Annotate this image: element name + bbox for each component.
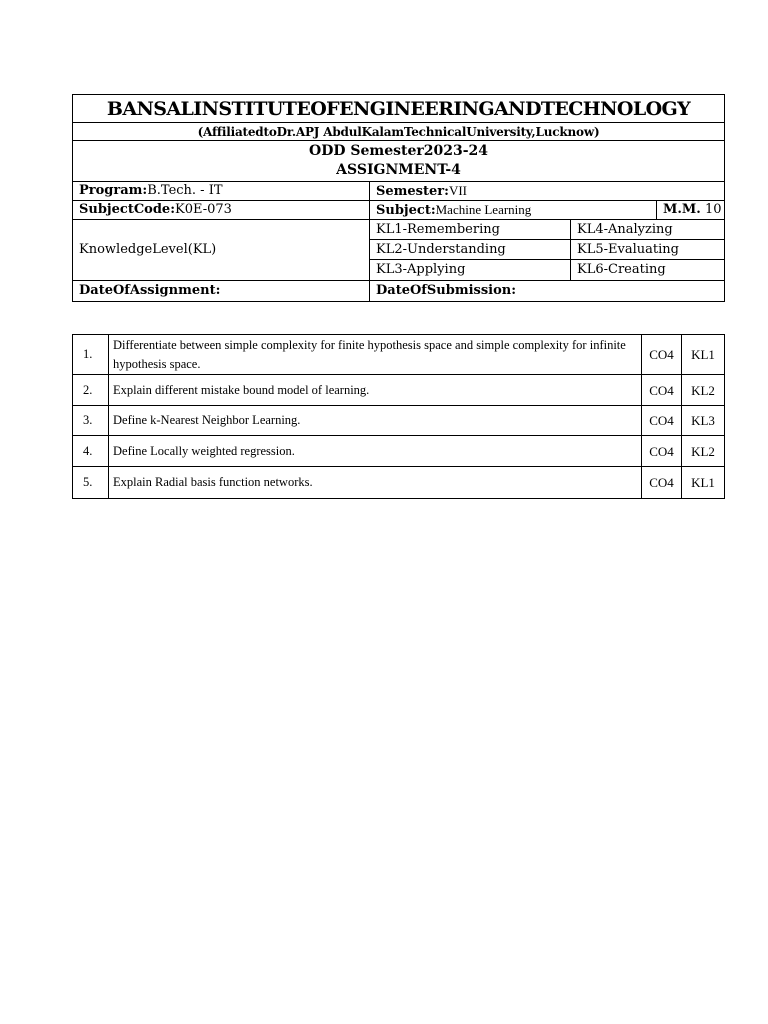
questions-table (72, 334, 725, 499)
question-number: 3. (73, 406, 109, 436)
subject-cell (370, 201, 657, 220)
assignment-header-table (72, 94, 725, 302)
max-marks-label: M.M. (663, 202, 701, 217)
course-outcome: CO4 (642, 375, 682, 406)
question-number: 1. (73, 335, 109, 375)
program-label: Program: (79, 183, 148, 198)
question-row (73, 467, 725, 499)
date-of-submission-label: DateOfSubmission: (370, 281, 725, 302)
subject-code-label: SubjectCode: (79, 202, 176, 217)
knowledge-level: KL3 (682, 406, 725, 436)
question-row (73, 375, 725, 406)
course-outcome: CO4 (642, 436, 682, 467)
knowledge-level: KL1 (682, 335, 725, 375)
semester-label: Semester: (376, 183, 449, 199)
max-marks-value: 10 (704, 202, 722, 217)
question-row (73, 436, 725, 467)
semester-line: ODD Semester2023-24 (309, 143, 489, 159)
question-text: Explain Radial basis function networks. (109, 467, 642, 499)
subject-label: Subject: (376, 202, 436, 218)
program-value: B.Tech. - IT (147, 183, 223, 198)
knowledge-level: KL2 (682, 375, 725, 406)
semester-value: VII (448, 182, 467, 198)
question-number: 4. (73, 436, 109, 467)
subject-value: Machine Learning (435, 201, 532, 217)
kl2-cell: KL2-Understanding (370, 240, 571, 260)
question-text: Define Locally weighted regression. (109, 436, 642, 467)
program-cell (73, 182, 370, 201)
date-of-assignment-label: DateOfAssignment: (73, 281, 370, 302)
kl3-cell: KL3-Applying (370, 260, 571, 281)
affiliation-line: (AffiliatedtoDr.APJ AbdulKalamTechnicalUniversity,Lucknow) (73, 123, 725, 141)
question-text: Differentiate between simple complexity for finite hypothesis space and simple complexity for infinite hypothesis space. (109, 335, 642, 375)
subject-code-cell (73, 201, 370, 220)
course-outcome: CO4 (642, 467, 682, 499)
knowledge-level: KL1 (682, 467, 725, 499)
question-number: 2. (73, 375, 109, 406)
subject-code-value: K0E-073 (175, 202, 232, 217)
question-text: Explain different mistake bound model of learning. (109, 375, 642, 406)
course-outcome: CO4 (642, 406, 682, 436)
knowledge-level: KL2 (682, 436, 725, 467)
semester-assignment-block (73, 141, 725, 182)
question-row (73, 406, 725, 436)
assignment-number: ASSIGNMENT-4 (336, 162, 461, 178)
institute-name: BANSALINSTITUTEOFENGINEERINGANDTECHNOLOGY (73, 95, 725, 123)
question-number: 5. (73, 467, 109, 499)
knowledge-level-label: KnowledgeLevel(KL) (73, 220, 370, 281)
kl6-cell: KL6-Creating (571, 260, 725, 281)
question-text: Define k-Nearest Neighbor Learning. (109, 406, 642, 436)
kl5-cell: KL5-Evaluating (571, 240, 725, 260)
max-marks-cell (657, 201, 725, 220)
kl4-cell: KL4-Analyzing (571, 220, 725, 240)
kl1-cell: KL1-Remembering (370, 220, 571, 240)
course-outcome: CO4 (642, 335, 682, 375)
question-row (73, 335, 725, 375)
semester-cell (370, 182, 725, 201)
